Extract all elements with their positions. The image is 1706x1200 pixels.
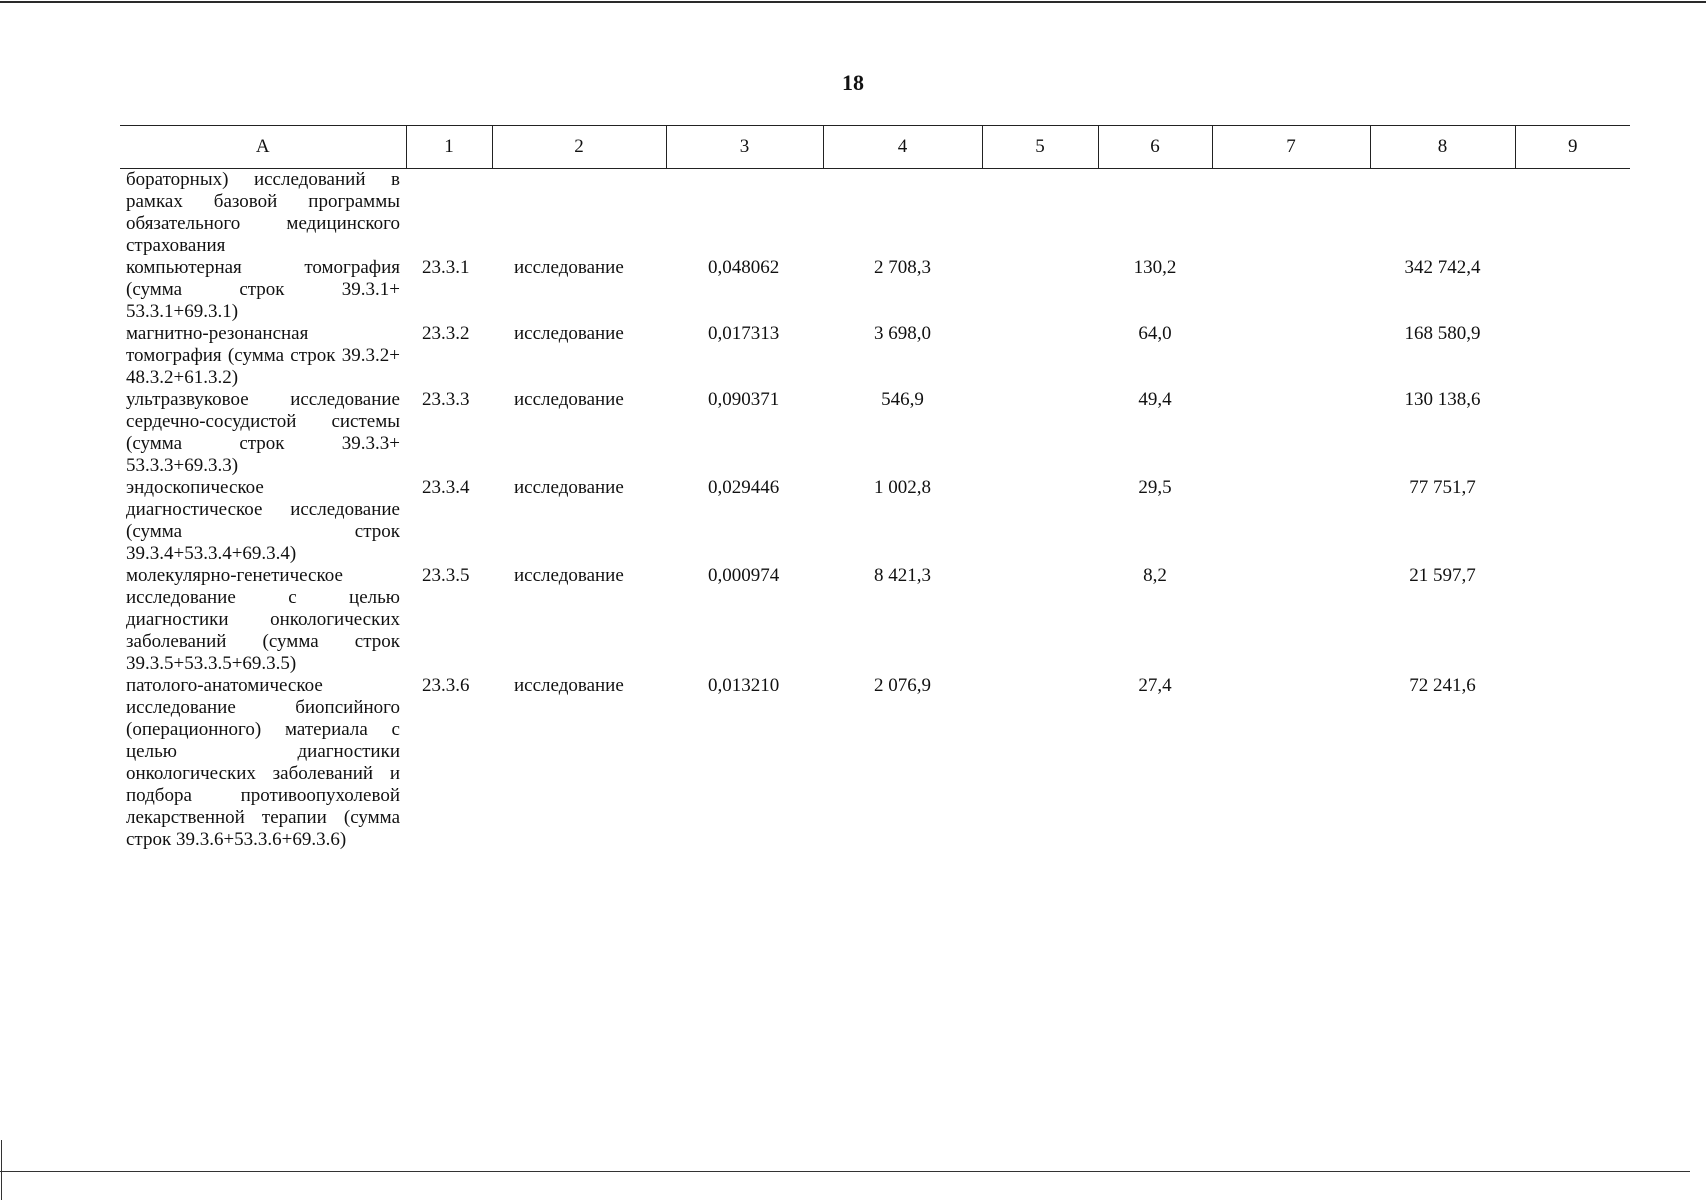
row-col8: 130 138,6	[1404, 389, 1481, 410]
row-col6: 8,2	[1143, 565, 1167, 586]
header-cell-6: 6	[1098, 126, 1212, 169]
row-col3: 0,000974	[708, 565, 780, 586]
table-row	[120, 389, 1630, 477]
row-col5	[982, 323, 1098, 389]
header-cell-a: А	[120, 126, 406, 169]
continuation-row	[120, 169, 1630, 258]
row-col8: 72 241,6	[1409, 675, 1476, 696]
row-col6: 64,0	[1138, 323, 1172, 344]
row-code: 23.3.2	[422, 323, 470, 344]
row-name: патолого-анатомическое исследование биопсийного (операционного) материала с целью диагностики онкологических заболеваний и подбора противоопухолевой лекарственной терапии (сумма строк 39.3.6+53.3.6+69.3.6)	[126, 675, 400, 850]
header-cell-5: 5	[982, 126, 1098, 169]
header-cell-1: 1	[406, 126, 492, 169]
continuation-text: бораторных) исследований в рамках базовой программы обязательного медицинского страхования	[126, 169, 400, 256]
row-name: молекулярно-генетическое исследование с целью диагностики онкологических заболеваний (сумма строк 39.3.5+53.3.5+69.3.5)	[126, 565, 400, 674]
row-name: ультразвуковое исследование сердечно-сосудистой системы (сумма строк 39.3.3+ 53.3.3+69.3.3)	[126, 389, 400, 476]
row-col7	[1212, 477, 1370, 565]
scan-edge-bottom	[0, 1171, 1690, 1172]
row-col6: 29,5	[1138, 477, 1172, 498]
row-col5	[982, 675, 1098, 851]
header-cell-9: 9	[1515, 126, 1630, 169]
row-unit: исследование	[514, 389, 624, 410]
row-code: 23.3.5	[422, 565, 470, 586]
row-col4: 546,9	[881, 389, 924, 410]
row-col6: 130,2	[1133, 257, 1177, 278]
row-unit: исследование	[514, 565, 624, 586]
row-col9	[1515, 389, 1630, 477]
page-number: 18	[842, 70, 864, 95]
row-col7	[1212, 675, 1370, 851]
row-col9	[1515, 257, 1630, 323]
table-row	[120, 257, 1630, 323]
header-cell-3: 3	[666, 126, 823, 169]
row-name: эндоскопическое диагностическое исследование (сумма строк 39.3.4+53.3.4+69.3.4)	[126, 477, 400, 564]
row-col4: 2 076,9	[874, 675, 931, 696]
row-col7	[1212, 565, 1370, 675]
row-code: 23.3.3	[422, 389, 470, 410]
row-col7	[1212, 257, 1370, 323]
row-unit: исследование	[514, 675, 624, 696]
row-col6: 27,4	[1138, 675, 1172, 696]
row-col3: 0,029446	[708, 477, 780, 498]
row-name: компьютерная томография (сумма строк 39.3.1+ 53.3.1+69.3.1)	[126, 257, 400, 322]
table-row	[120, 477, 1630, 565]
header-cell-7: 7	[1212, 126, 1370, 169]
row-col9	[1515, 675, 1630, 851]
row-col3: 0,013210	[708, 675, 780, 696]
row-col9	[1515, 565, 1630, 675]
header-cell-4: 4	[823, 126, 982, 169]
row-col6: 49,4	[1138, 389, 1172, 410]
row-unit: исследование	[514, 323, 624, 344]
row-col5	[982, 389, 1098, 477]
row-code: 23.3.1	[422, 257, 470, 278]
row-col8: 168 580,9	[1404, 323, 1481, 344]
row-col5	[982, 477, 1098, 565]
row-unit: исследование	[514, 477, 624, 498]
row-col7	[1212, 389, 1370, 477]
row-col7	[1212, 323, 1370, 389]
row-col4: 8 421,3	[874, 565, 931, 586]
row-col3: 0,048062	[708, 257, 780, 278]
row-col8: 77 751,7	[1409, 477, 1476, 498]
scan-edge-left	[1, 1140, 2, 1200]
table-row	[120, 675, 1630, 851]
row-unit: исследование	[514, 257, 624, 278]
row-col8: 21 597,7	[1409, 565, 1476, 586]
row-code: 23.3.6	[422, 675, 470, 696]
header-cell-2: 2	[492, 126, 666, 169]
row-col4: 3 698,0	[874, 323, 931, 344]
data-table	[120, 125, 1630, 851]
scan-edge-top	[0, 1, 1706, 3]
row-col8: 342 742,4	[1404, 257, 1481, 278]
table-row	[120, 565, 1630, 675]
row-col9	[1515, 323, 1630, 389]
row-col5	[982, 257, 1098, 323]
row-code: 23.3.4	[422, 477, 470, 498]
row-col3: 0,017313	[708, 323, 780, 344]
row-col3: 0,090371	[708, 389, 780, 410]
row-col4: 1 002,8	[874, 477, 931, 498]
row-col5	[982, 565, 1098, 675]
row-col9	[1515, 477, 1630, 565]
table-row	[120, 323, 1630, 389]
table-header-row	[120, 126, 1630, 169]
row-name: магнитно-резонансная томография (сумма строк 39.3.2+ 48.3.2+61.3.2)	[126, 323, 400, 388]
row-col4: 2 708,3	[874, 257, 931, 278]
header-cell-8: 8	[1370, 126, 1515, 169]
